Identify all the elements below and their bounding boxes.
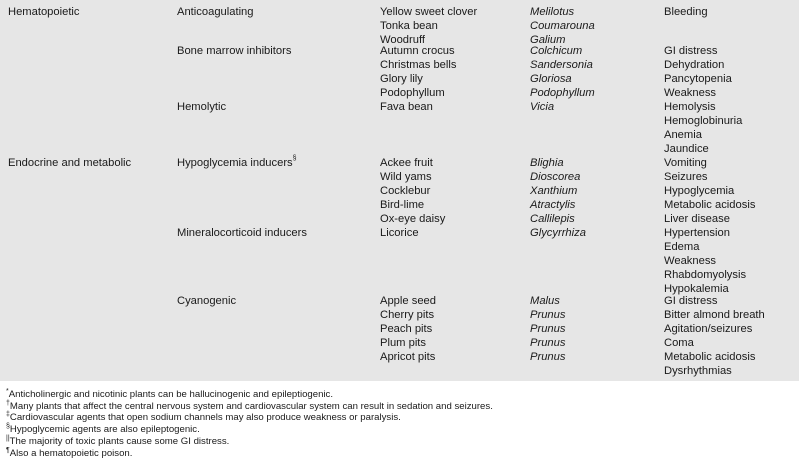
mechanism-label: Cyanogenic bbox=[177, 295, 237, 307]
footnote: §Hypoglycemic agents are also epileptogenic. bbox=[6, 423, 200, 436]
genus-list: Malus Prunus Prunus Prunus Prunus bbox=[530, 295, 566, 363]
genus-list: Melilotus Coumarouna Galium bbox=[530, 6, 595, 46]
plant-list: Fava bean bbox=[380, 101, 433, 113]
effect-list: Vomiting Seizures Hypoglycemia Metabolic acidosis Liver disease bbox=[664, 157, 756, 225]
plant-list: Apple seed Cherry pits Peach pits Plum pits Apricot pits bbox=[380, 295, 436, 363]
plant-list: Yellow sweet clover Tonka bean Woodruff bbox=[380, 6, 478, 46]
effect-list: Hemolysis Hemoglobinuria Anemia Jaundice bbox=[664, 101, 743, 155]
effect-list: Hypertension Edema Weakness Rhabdomyolysis Hypokalemia bbox=[664, 227, 747, 295]
footnote: †Many plants that affect the central nervous system and cardiovascular system can result in sedation and seizures. bbox=[6, 399, 493, 412]
plant-list: Autumn crocus Christmas bells Glory lily Podophyllum bbox=[380, 45, 457, 99]
mechanism-label: Hypoglycemia inducers§ bbox=[177, 155, 297, 169]
genus-list: Vicia bbox=[530, 101, 555, 113]
footnote: ¶Also a hematopoietic poison. bbox=[6, 446, 133, 459]
system-label: Hematopoietic bbox=[8, 6, 80, 18]
footnote: ||The majority of toxic plants cause some GI distress. bbox=[6, 434, 230, 447]
system-label: Endocrine and metabolic bbox=[8, 157, 132, 169]
effect-list: GI distress Dehydration Pancytopenia Weakness bbox=[664, 45, 732, 99]
footnotes bbox=[6, 389, 493, 459]
footnote: *Anticholinergic and nicotinic plants can be hallucinogenic and epileptiogenic. bbox=[6, 388, 334, 400]
genus-list: Glycyrrhiza bbox=[530, 227, 586, 239]
plant-list: Licorice bbox=[380, 227, 419, 239]
effect-list: Bleeding bbox=[664, 6, 708, 18]
genus-list: Blighia Dioscorea Xanthium Atractylis Callilepis bbox=[530, 157, 581, 225]
mechanism-label: Hemolytic bbox=[177, 101, 227, 113]
footnote: ‡Cardiovascular agents that open sodium channels may also produce weakness or paralysis. bbox=[6, 411, 401, 424]
mechanism-label: Bone marrow inhibitors bbox=[177, 45, 292, 57]
effect-list: GI distress Bitter almond breath Agitation/seizures Coma Metabolic acidosis Dysrhythmias bbox=[664, 295, 765, 377]
genus-list: Colchicum Sandersonia Gloriosa Podophyllum bbox=[530, 45, 595, 99]
mechanism-label: Mineralocorticoid inducers bbox=[177, 227, 307, 239]
plant-list: Ackee fruit Wild yams Cocklebur Bird-lime Ox-eye daisy bbox=[380, 157, 446, 225]
footnote-mark: § bbox=[292, 155, 297, 162]
mechanism-label: Anticoagulating bbox=[177, 6, 254, 18]
